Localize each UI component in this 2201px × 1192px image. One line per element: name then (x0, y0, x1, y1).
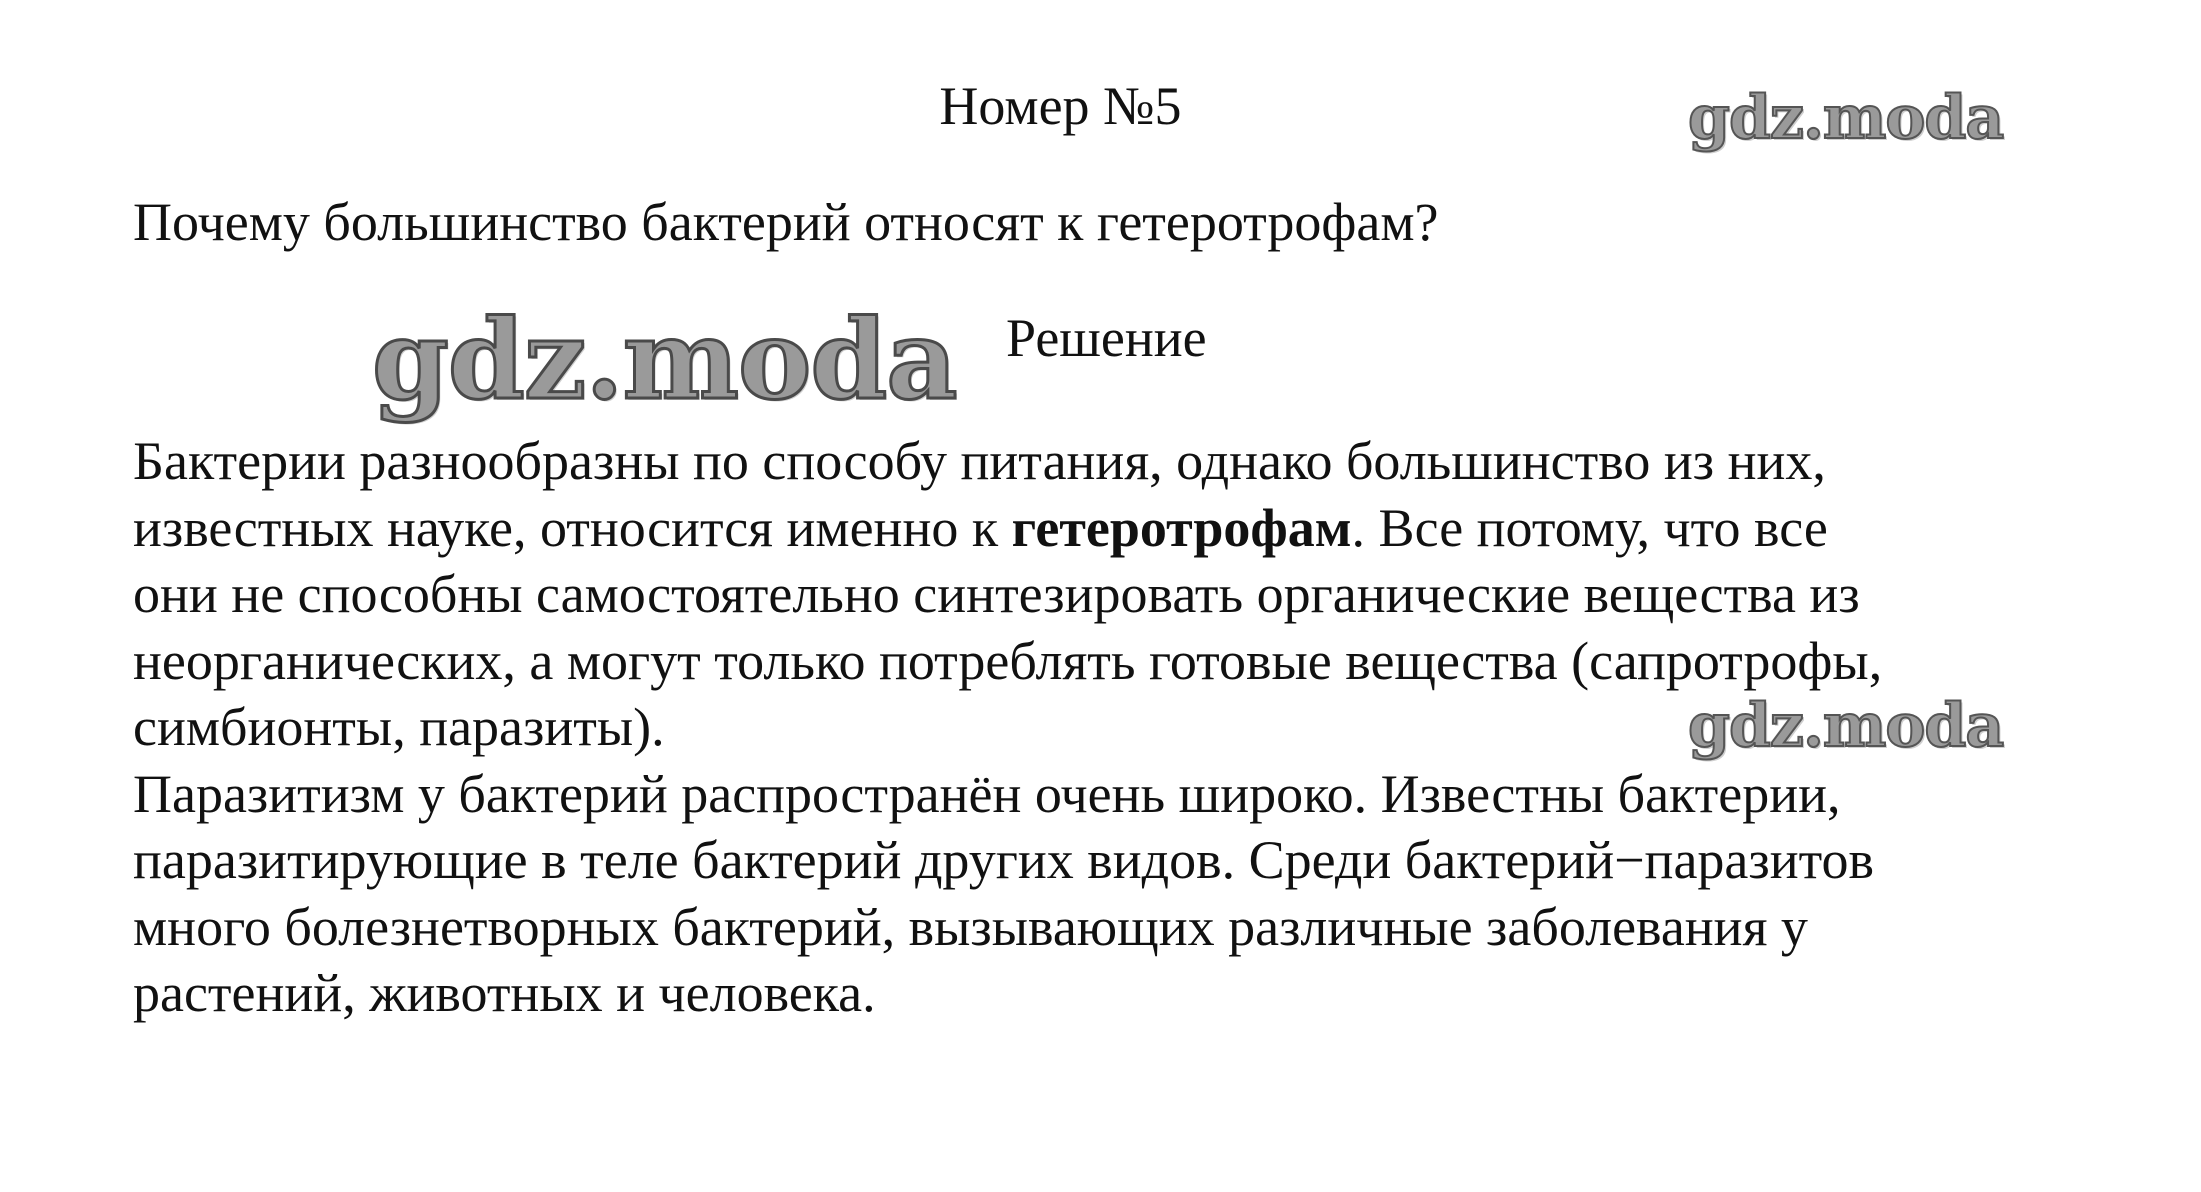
exercise-number-heading: Номер №5 (939, 76, 1182, 136)
solution-label: Решение (1006, 308, 1207, 368)
answer-line-end: . Все потому, что все (1351, 497, 1828, 558)
answer-line-start: известных науке, относится именно к (133, 497, 1012, 558)
answer-line: растений, животных и человека. (133, 963, 876, 1023)
answer-line: паразитирующие в теле бактерий других видов. Среди бактерий−паразитов (133, 830, 1874, 890)
watermark-top-logo: gdz.moda (1688, 83, 2004, 153)
answer-line: неорганических, а могут только потреблять готовые вещества (сапротрофы, (133, 630, 1883, 691)
answer-line: Паразитизм у бактерий распространён очень широко. Известны бактерии, (133, 763, 1841, 824)
highlighted-term: гетеротрофам (1011, 497, 1352, 558)
answer-line: много болезнетворных бактерий, вызывающих различные заболевания у (133, 896, 1808, 957)
watermark-middle-logo: gdz.moda (372, 295, 957, 424)
answer-line (133, 495, 2133, 562)
answer-line: симбионты, паразиты). (133, 697, 665, 757)
watermark-lower-logo: gdz.moda (1688, 691, 2004, 761)
answer-line: Бактерии разнообразны по способу питания, однако большинство из них, (133, 431, 1826, 491)
question-text: Почему большинство бактерий относят к гетеротрофам? (133, 192, 1439, 252)
answer-line: они не способны самостоятельно синтезировать органические вещества из (133, 564, 1860, 624)
